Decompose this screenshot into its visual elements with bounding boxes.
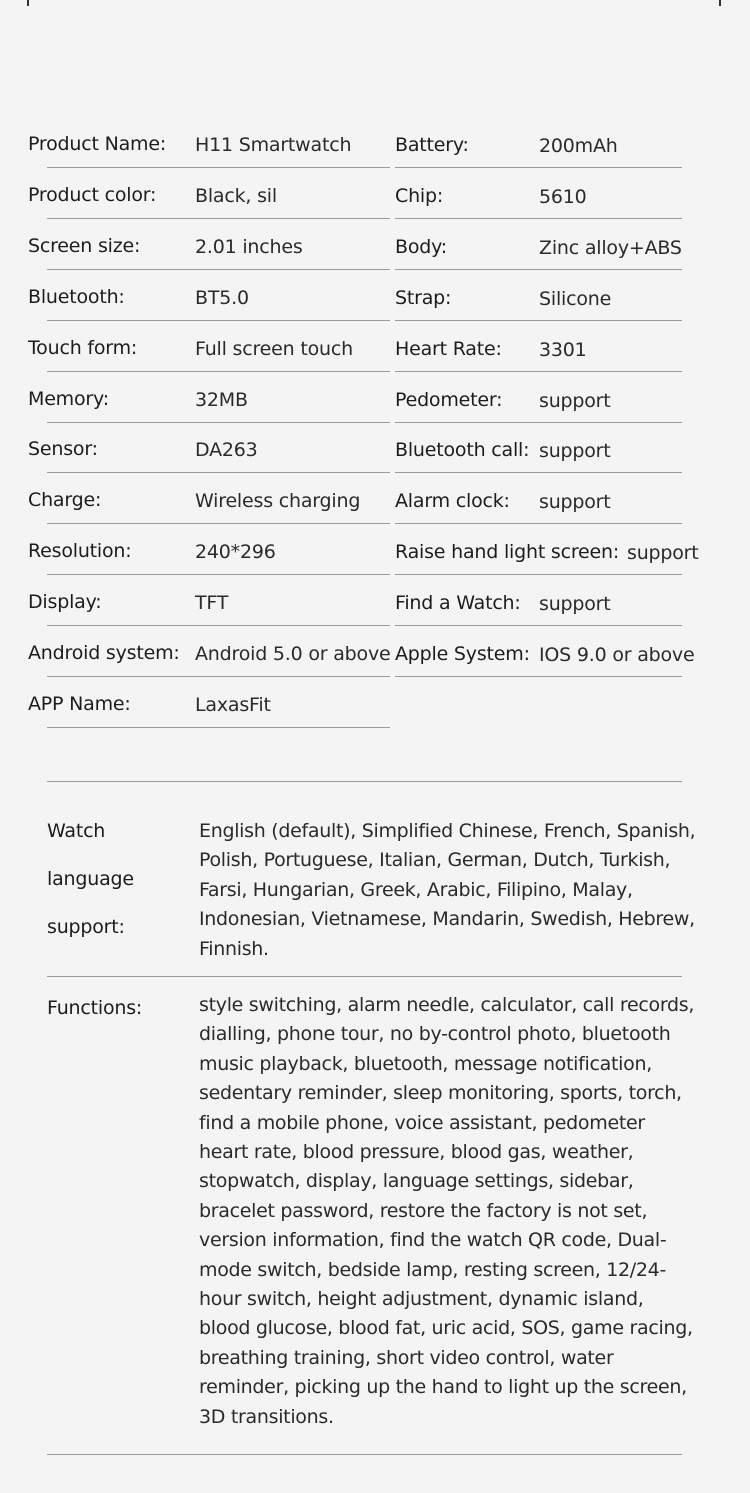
spec-label: Product color:	[28, 183, 157, 206]
spec-value: DA263	[195, 439, 258, 462]
row-underline	[47, 320, 390, 321]
language-label	[47, 807, 134, 951]
spec-value: BT5.0	[195, 286, 249, 309]
section-divider	[47, 781, 682, 782]
language-list: English (default), Simplified Chinese, French, Spanish, Polish, Portuguese, Italian, German, Dutch, Turkish, Farsi, Hungarian, Greek, Arabic, Filipino, Malay, Indonesian, Vietnamese, Mandarin, Swedish, Hebrew, Finnish.	[199, 820, 696, 960]
spec-label: Sensor:	[28, 438, 98, 461]
row-underline	[395, 371, 682, 372]
spec-value: support	[627, 542, 699, 565]
spec-row	[0, 286, 750, 326]
spec-label: Display:	[28, 591, 102, 614]
spec-label: Touch form:	[28, 336, 138, 359]
top-edge-mark-left	[27, 0, 29, 6]
spec-value: Full screen touch	[195, 337, 353, 360]
spec-label: Apple System:	[395, 643, 530, 665]
spec-value: 2.01 inches	[195, 235, 303, 258]
row-underline	[47, 676, 390, 677]
spec-row	[0, 184, 750, 224]
row-underline	[395, 472, 682, 473]
row-underline	[47, 218, 390, 219]
spec-value: 5610	[539, 185, 587, 208]
top-edge-mark-right	[719, 0, 721, 6]
row-underline	[395, 167, 682, 168]
row-underline	[47, 269, 390, 270]
spec-label: Android system:	[28, 642, 180, 664]
functions-list: style switching, alarm needle, calculator, call records, dialling, phone tour, no by-control photo, bluetooth music playback, bluetooth, message notification, sedentary reminder, sleep monitoring, sports, torch, find a mobile phone, voice assistant, pedometer heart rate, blood pressure, blood gas, weather, stopwatch, display, language settings, sidebar, bracelet password, restore the factory is not set, version information, find the watch QR code, Dual-mode switch, bedside lamp, resting screen, 12/24-hour switch, height adjustment, dynamic island, blood glucose, blood fat, uric acid, SOS, game racing, breathing training, short video control, water reminder, picking up the hand to light up the screen, 3D transitions.	[199, 994, 695, 1428]
row-underline	[395, 422, 682, 423]
row-underline	[395, 523, 682, 524]
spec-value: LaxasFit	[195, 693, 271, 716]
spec-row	[0, 693, 750, 733]
row-underline	[395, 218, 682, 219]
spec-row	[0, 438, 750, 478]
spec-row	[0, 540, 750, 580]
spec-label: Bluetooth call:	[395, 439, 530, 462]
spec-label: Find a Watch:	[395, 592, 521, 615]
row-underline	[395, 574, 682, 575]
spec-label: Screen size:	[28, 234, 141, 257]
language-label-line: support:	[47, 916, 125, 938]
spec-value: support	[539, 491, 611, 514]
row-underline	[395, 676, 682, 677]
spec-value: Wireless charging	[195, 490, 361, 513]
spec-value: H11 Smartwatch	[195, 134, 352, 156]
row-underline	[47, 625, 390, 626]
spec-label: Charge:	[28, 489, 102, 512]
row-underline	[47, 422, 390, 423]
spec-value: support	[539, 389, 611, 412]
spec-label: Raise hand light screen:	[395, 541, 620, 564]
row-underline	[395, 625, 682, 626]
spec-value: Android 5.0 or above	[195, 643, 391, 665]
spec-label: Strap:	[395, 286, 452, 309]
spec-label: Memory:	[28, 387, 109, 410]
row-underline	[395, 320, 682, 321]
spec-label: Resolution:	[28, 540, 132, 563]
spec-row	[0, 388, 750, 428]
row-underline	[47, 523, 390, 524]
spec-row	[0, 337, 750, 377]
spec-row	[0, 591, 750, 631]
row-underline	[47, 371, 390, 372]
spec-label: Battery:	[395, 134, 469, 156]
spec-value: 32MB	[195, 388, 248, 411]
row-underline	[47, 472, 390, 473]
spec-label: Product Name:	[28, 133, 167, 155]
spec-value: Zinc alloy+ABS	[539, 236, 682, 259]
spec-label: Heart Rate:	[395, 337, 502, 360]
section-divider	[47, 976, 682, 977]
spec-value: 3301	[539, 338, 587, 361]
spec-value: support	[539, 440, 611, 463]
language-label-line: language	[47, 868, 134, 890]
spec-row	[0, 235, 750, 275]
row-underline	[47, 574, 390, 575]
spec-label: Bluetooth:	[28, 285, 125, 308]
row-underline	[47, 727, 390, 728]
row-underline	[47, 167, 390, 168]
spec-row	[0, 133, 750, 173]
spec-row	[0, 642, 750, 682]
spec-label: Alarm clock:	[395, 490, 510, 513]
spec-value: 200mAh	[539, 135, 618, 157]
spec-value: 240*296	[195, 541, 276, 564]
spec-label: Chip:	[395, 184, 444, 207]
spec-label: APP Name:	[28, 692, 131, 715]
functions-label: Functions:	[47, 997, 143, 1019]
spec-row	[0, 489, 750, 529]
spec-value: support	[539, 593, 611, 616]
language-label-line: Watch	[47, 820, 106, 842]
spec-value: IOS 9.0 or above	[539, 644, 695, 666]
section-divider	[47, 1454, 682, 1455]
spec-label: Body:	[395, 235, 447, 258]
row-underline	[395, 269, 682, 270]
spec-value: Silicone	[539, 287, 612, 310]
spec-value: TFT	[195, 592, 229, 615]
spec-value: Black, sil	[195, 184, 277, 207]
spec-label: Pedometer:	[395, 388, 503, 411]
